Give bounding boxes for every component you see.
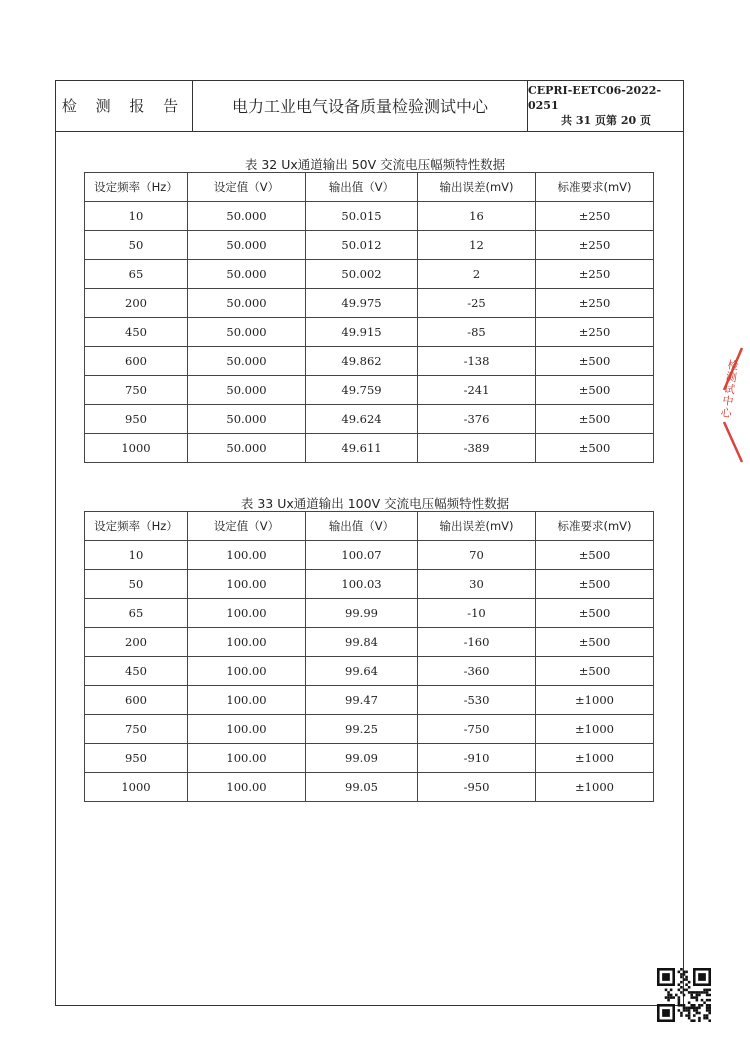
table-33-caption: 表 33 Ux通道输出 100V 交流电压幅频特性数据 (240, 496, 510, 511)
table-cell: -950 (418, 773, 536, 802)
table-cell: 50.015 (306, 202, 418, 231)
table-cell: -138 (418, 347, 536, 376)
table-cell: 49.915 (306, 318, 418, 347)
table-cell: ±250 (536, 231, 654, 260)
table-cell: ±1000 (536, 715, 654, 744)
table-cell: 30 (418, 570, 536, 599)
column-header: 设定值（V） (188, 173, 306, 202)
table-cell: -85 (418, 318, 536, 347)
table-cell: ±250 (536, 318, 654, 347)
table-cell: 100.03 (306, 570, 418, 599)
table-cell: 600 (85, 347, 188, 376)
table-cell: ±250 (536, 289, 654, 318)
table-cell: ±500 (536, 405, 654, 434)
table-cell: 100.00 (188, 541, 306, 570)
table-cell: 50.000 (188, 376, 306, 405)
table-cell: 16 (418, 202, 536, 231)
table-row (85, 405, 654, 434)
table-row (85, 260, 654, 289)
table-cell: 49.862 (306, 347, 418, 376)
table-cell: 750 (85, 376, 188, 405)
table-cell: 100.00 (188, 715, 306, 744)
table-cell: 750 (85, 715, 188, 744)
table-cell: 70 (418, 541, 536, 570)
table-cell: -389 (418, 434, 536, 463)
table-cell: 950 (85, 405, 188, 434)
table-cell: 99.05 (306, 773, 418, 802)
header-report-info (528, 80, 684, 131)
table-cell: 1000 (85, 434, 188, 463)
table-cell: ±500 (536, 434, 654, 463)
table-cell: 600 (85, 686, 188, 715)
table-cell: ±500 (536, 599, 654, 628)
table-cell: 50 (85, 570, 188, 599)
column-header: 标准要求(mV) (536, 173, 654, 202)
table-33 (84, 511, 654, 802)
table-cell: -25 (418, 289, 536, 318)
table-row (85, 434, 654, 463)
table-cell: 49.611 (306, 434, 418, 463)
table-cell: ±1000 (536, 686, 654, 715)
table-cell: -750 (418, 715, 536, 744)
column-header: 设定值（V） (188, 512, 306, 541)
table-row (85, 347, 654, 376)
table-cell: ±500 (536, 570, 654, 599)
table-cell: 450 (85, 657, 188, 686)
table-cell: 65 (85, 260, 188, 289)
table-cell: -241 (418, 376, 536, 405)
table-row (85, 318, 654, 347)
table-cell: 10 (85, 541, 188, 570)
table-cell: 200 (85, 628, 188, 657)
table-cell: 200 (85, 289, 188, 318)
table-cell: 49.759 (306, 376, 418, 405)
table-cell: ±500 (536, 376, 654, 405)
table-cell: 12 (418, 231, 536, 260)
table-row (85, 570, 654, 599)
table-cell: ±500 (536, 657, 654, 686)
table-cell: 100.07 (306, 541, 418, 570)
table-header-row (85, 173, 654, 202)
table-cell: 50.000 (188, 347, 306, 376)
table-cell: ±1000 (536, 773, 654, 802)
table-cell: 100.00 (188, 744, 306, 773)
table-cell: 100.00 (188, 773, 306, 802)
table-cell: 99.64 (306, 657, 418, 686)
table-cell: 50.000 (188, 405, 306, 434)
table-cell: 50.000 (188, 202, 306, 231)
report-header (55, 80, 684, 132)
table-cell: 100.00 (188, 628, 306, 657)
table-cell: ±1000 (536, 744, 654, 773)
table-cell: ±250 (536, 202, 654, 231)
table-row (85, 376, 654, 405)
table-row (85, 289, 654, 318)
column-header: 输出值（V） (306, 173, 418, 202)
table-cell: -530 (418, 686, 536, 715)
table-cell: ±500 (536, 628, 654, 657)
table-row (85, 657, 654, 686)
qr-code-icon (657, 968, 711, 1022)
table-cell: 50.002 (306, 260, 418, 289)
table-cell: 100.00 (188, 570, 306, 599)
table-cell: 65 (85, 599, 188, 628)
table-row (85, 744, 654, 773)
table-row (85, 686, 654, 715)
table-row (85, 541, 654, 570)
column-header: 标准要求(mV) (536, 512, 654, 541)
table-row (85, 628, 654, 657)
table-cell: 99.09 (306, 744, 418, 773)
table-cell: ±250 (536, 260, 654, 289)
table-cell: 450 (85, 318, 188, 347)
table-cell: 49.975 (306, 289, 418, 318)
table-cell: 49.624 (306, 405, 418, 434)
table-cell: 50.000 (188, 260, 306, 289)
table-cell: 50.000 (188, 434, 306, 463)
table-cell: -910 (418, 744, 536, 773)
column-header: 输出误差(mV) (418, 173, 536, 202)
table-cell: 99.99 (306, 599, 418, 628)
table-cell: 50 (85, 231, 188, 260)
table-cell: 100.00 (188, 657, 306, 686)
table-cell: 50.000 (188, 231, 306, 260)
table-row (85, 773, 654, 802)
table-cell: -10 (418, 599, 536, 628)
column-header: 输出值（V） (306, 512, 418, 541)
table-cell: 1000 (85, 773, 188, 802)
table-cell: 100.00 (188, 599, 306, 628)
column-header: 输出误差(mV) (418, 512, 536, 541)
table-cell: -376 (418, 405, 536, 434)
table-32 (84, 172, 654, 463)
table-cell: 99.47 (306, 686, 418, 715)
stamp-text: 检测试中心 (719, 358, 740, 421)
table-cell: -360 (418, 657, 536, 686)
column-header: 设定频率（Hz） (85, 512, 188, 541)
header-organization: 电力工业电气设备质量检验测试中心 (193, 80, 528, 131)
table-cell: ±500 (536, 347, 654, 376)
table-row (85, 202, 654, 231)
table-cell: -160 (418, 628, 536, 657)
table-row (85, 715, 654, 744)
table-cell: 10 (85, 202, 188, 231)
table-32-caption: 表 32 Ux通道输出 50V 交流电压幅频特性数据 (244, 157, 506, 172)
table-cell: 950 (85, 744, 188, 773)
table-cell: 50.000 (188, 289, 306, 318)
column-header: 设定频率（Hz） (85, 173, 188, 202)
header-report-type: 检 测 报 告 (55, 80, 193, 131)
table-cell: 99.25 (306, 715, 418, 744)
table-cell: 50.000 (188, 318, 306, 347)
table-cell: 2 (418, 260, 536, 289)
report-number: CEPRI-EETC06-2022-0251 (528, 84, 662, 112)
table-cell: ±500 (536, 541, 654, 570)
table-row (85, 231, 654, 260)
table-row (85, 599, 654, 628)
table-header-row (85, 512, 654, 541)
table-cell: 100.00 (188, 686, 306, 715)
page-info: 共 31 页第 20 页 (561, 114, 651, 127)
table-cell: 99.84 (306, 628, 418, 657)
table-cell: 50.012 (306, 231, 418, 260)
